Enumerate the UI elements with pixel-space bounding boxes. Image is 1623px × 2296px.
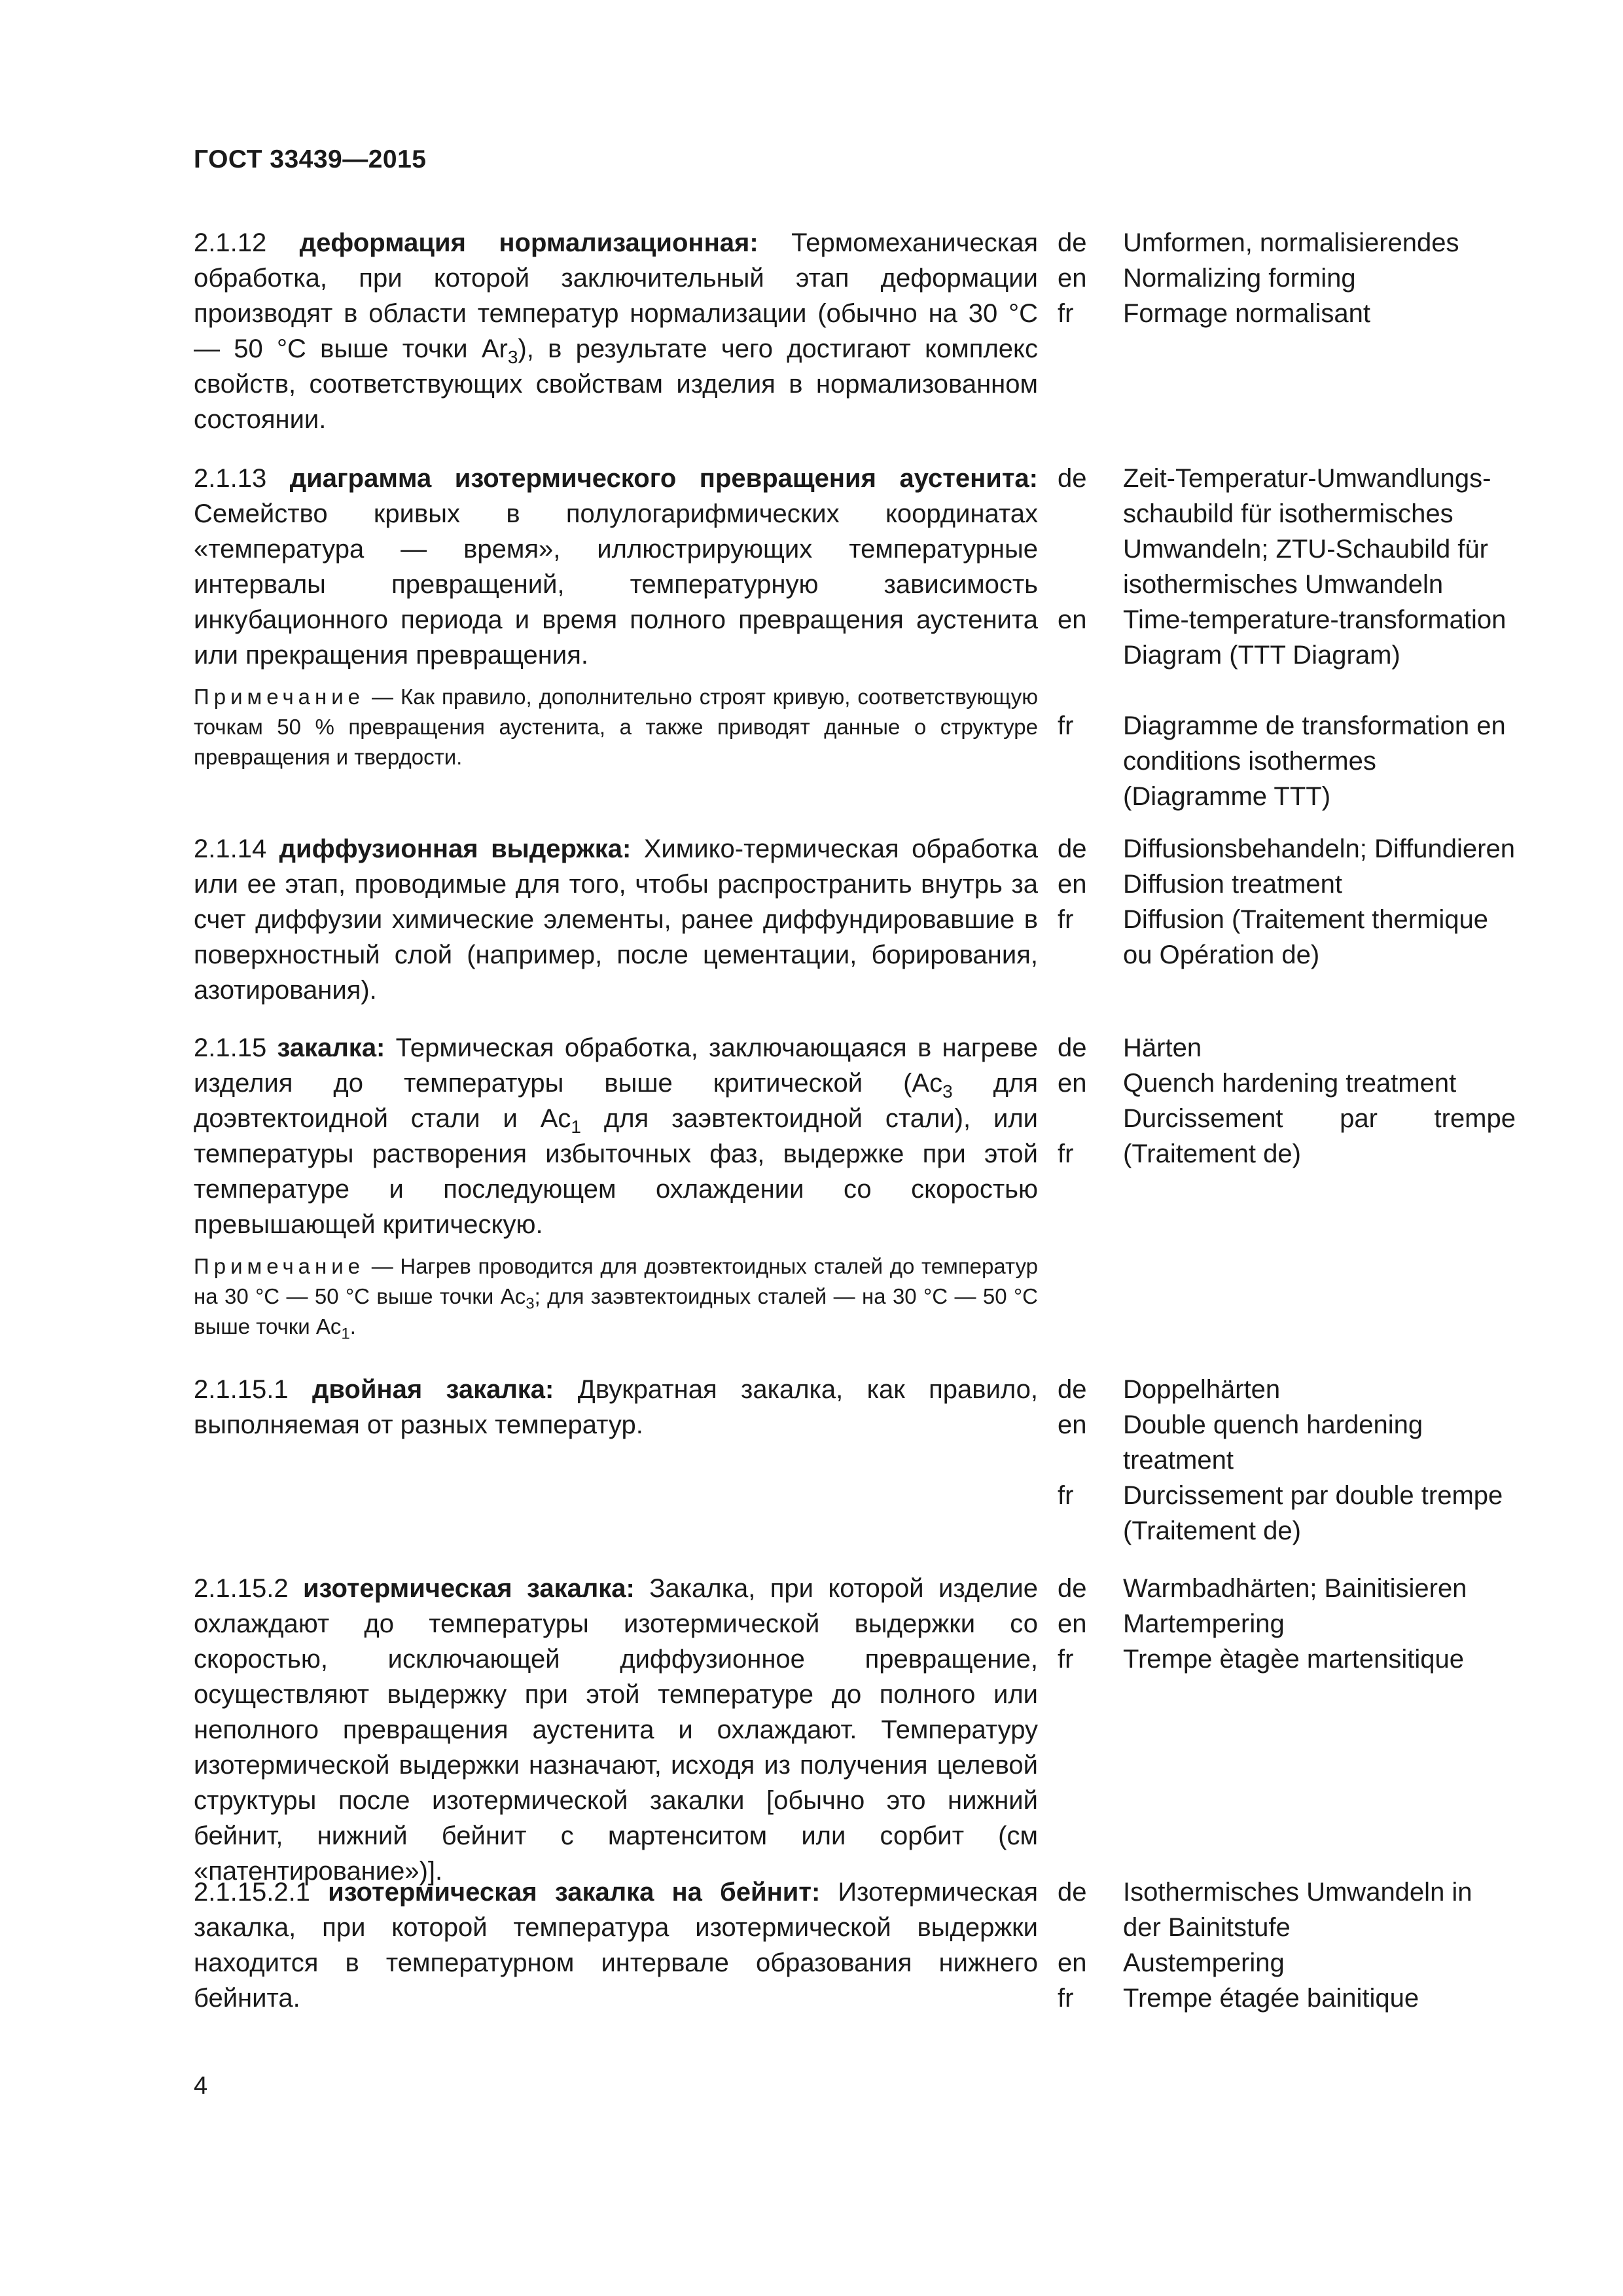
translations: de Härten en Quench hardening treatment Durcissement par trempe fr (Traitement de) [1058, 1030, 1516, 1172]
term: диаграмма изотермического превращения аустенита: [289, 464, 1038, 493]
term-en: Normalizing forming [1123, 264, 1356, 293]
term-fr: Formage normalisant [1123, 299, 1370, 328]
definition: 2.1.15 закалка: Термическая обработка, заключающаяся в нагреве изделия до температуры выше критической ($Ac_3$ для доэвтектоидной стали и $Ac_1$ для заэвтектоидной стали), или температуры растворения избыточных фаз, выдержке при этой температуре и последующем охлаждении со скоростью превышающей критическую. Примечание — Нагрев проводится для доэвтектоидных сталей до температур на 30 °C — 50 °C выше точки $Ac_3$; для заэвтектоидных сталей — на 30 °C — 50 °C выше точки $Ac_1$. [194, 1033, 1039, 1343]
term-en: Diffusion treatment [1123, 870, 1342, 899]
term: диффузионная выдержка: [279, 834, 632, 863]
translations: de Diffusionsbehandeln; Diffundieren en Diffusion treatment fr Diffusion (Traitement thermique ou Opération de) [1058, 831, 1516, 973]
definition: 2.1.15.2.1 изотермическая закалка на бейнит: Изотермическая закалка, при которой температура изотермической выдержки находится в температурном интервале образования нижнего бейнита. [194, 1878, 1038, 2013]
term-de: Umformen, normalisierendes [1123, 228, 1459, 257]
term-fr: Diffusion (Traitement thermique ou Opération de) [1123, 905, 1489, 969]
page-number: 4 [194, 2072, 208, 2100]
term-de: Isothermisches Umwandeln in der Bainitstufe [1123, 1878, 1472, 1942]
term-fr: Diagramme de transformation en conditions isothermes (Diagramme TTT) [1123, 711, 1506, 811]
term: закалка: [277, 1033, 385, 1062]
term-de: Warmbadhärten; Bainitisieren [1123, 1574, 1467, 1603]
translations: de Zeit-Temperatur-Umwandlungs-schaubild für isothermisches Umwandeln; ZTU-Schaubild für isothermisches Umwandeln en Time-temperature-transformation Diagram (TTT Diagram) fr Diagramme de transformation en conditions isothermes (Diagramme TTT) [1058, 461, 1516, 814]
definition: 2.1.14 диффузионная выдержка: Химико-термическая обработка или ее этап, проводимые для того, чтобы распространить внутрь за счет диффузии химические элементы, ранее диффундировавшие в поверхностный слой (например, после цементации, борирования, азотирования). [194, 834, 1038, 1005]
term-fr-line2: (Traitement de) [1123, 1139, 1301, 1168]
definition: 2.1.13 диаграмма изотермического превращения аустенита: Семейство кривых в полулогарифмических координатах «температура — время», иллюстрирующих температурные интервалы превращений, температурную зависимость инкубационного периода и время полного превращения аустенита или прекращения превращения. Примечание — Как правило, дополнительно строят кривую, соответствующую точкам 50 % превращения аустенита, а также приводят данные о структуре превращения и твердости. [194, 461, 1038, 772]
term-de: Diffusionsbehandeln; Diffundieren [1123, 834, 1515, 863]
term-fr: Durcissement par double trempe (Traitement de) [1123, 1481, 1503, 1545]
term-fr: Trempe étagée bainitique [1123, 1984, 1419, 2013]
term: изотермическая закалка: [302, 1574, 635, 1603]
term-fr-line1: Durcissement par trempe [1123, 1104, 1516, 1133]
note: Примечание — Нагрев проводится для доэвтектоидных сталей до температур на 30 °C — 50 °C выше точки $Ac_3$; для заэвтектоидных сталей — на 30 °C — 50 °C выше точки $Ac_1$. [194, 1254, 1038, 1343]
translations: de Umformen, normalisierendes en Normalizing forming fr Formage normalisant [1058, 225, 1516, 331]
note: Примечание — Как правило, дополнительно строят кривую, соответствующую точкам 50 % превращения аустенита, а также приводят данные о структуре превращения и твердости. [194, 685, 1038, 769]
definition: 2.1.15.1 двойная закалка: Двукратная закалка, как правило, выполняемая от разных температур. [194, 1375, 1039, 1439]
term-en: Martempering [1123, 1609, 1285, 1638]
term-de: Härten [1123, 1033, 1202, 1062]
term-de: Doppelhärten [1123, 1375, 1281, 1404]
term: деформация нормализационная: [299, 228, 758, 257]
term-en: Austempering [1123, 1948, 1285, 1977]
term-en: Double quench hardening treatment [1123, 1410, 1423, 1475]
definition: 2.1.15.2 изотермическая закалка: Закалка, при которой изделие охлаждают до температуры изотермической выдержки со скоростью, исключающей диффузионное превращение, осуществляют выдержку при этой температуре до полного или неполного превращения аустенита и охлаждают. Температуру изотермической выдержки назначают, исходя из получения целевой структуры после изотермической закалки [обычно это нижний бейнит, нижний бейнит с мартенситом или сорбит (см «патентирование»)]. [194, 1574, 1038, 1886]
translations: de Doppelhärten en Double quench hardening treatment fr Durcissement par double trempe (Traitement de) [1058, 1372, 1516, 1549]
definition: 2.1.12 деформация нормализационная: Термомеханическая обработка, при которой заключительный этап деформации производят в области температур нормализации (обычно на 30 °C — 50 °C выше точки $Ar_3$), в результате чего достигают комплекс свойств, соответствующих свойствам изделия в нормализованном состоянии. [194, 228, 1038, 434]
term-en: Quench hardening treatment [1123, 1069, 1457, 1098]
term-de: Zeit-Temperatur-Umwandlungs-schaubild für isothermisches Umwandeln; ZTU-Schaubild für isothermisches Umwandeln [1123, 464, 1491, 599]
term: двойная закалка: [312, 1375, 554, 1404]
term: изотермическая закалка на бейнит: [328, 1878, 821, 1907]
term-en: Time-temperature-transformation Diagram (TTT Diagram) [1123, 605, 1507, 670]
term-fr: Trempe ètagèe martensitique [1123, 1645, 1465, 1674]
translations: de Warmbadhärten; Bainitisieren en Martempering fr Trempe ètagèe martensitique [1058, 1571, 1516, 1677]
document-header: ГОСТ 33439—2015 [194, 145, 427, 173]
translations: de Isothermisches Umwandeln in der Bainitstufe en Austempering fr Trempe étagée bainitique [1058, 1874, 1516, 2016]
